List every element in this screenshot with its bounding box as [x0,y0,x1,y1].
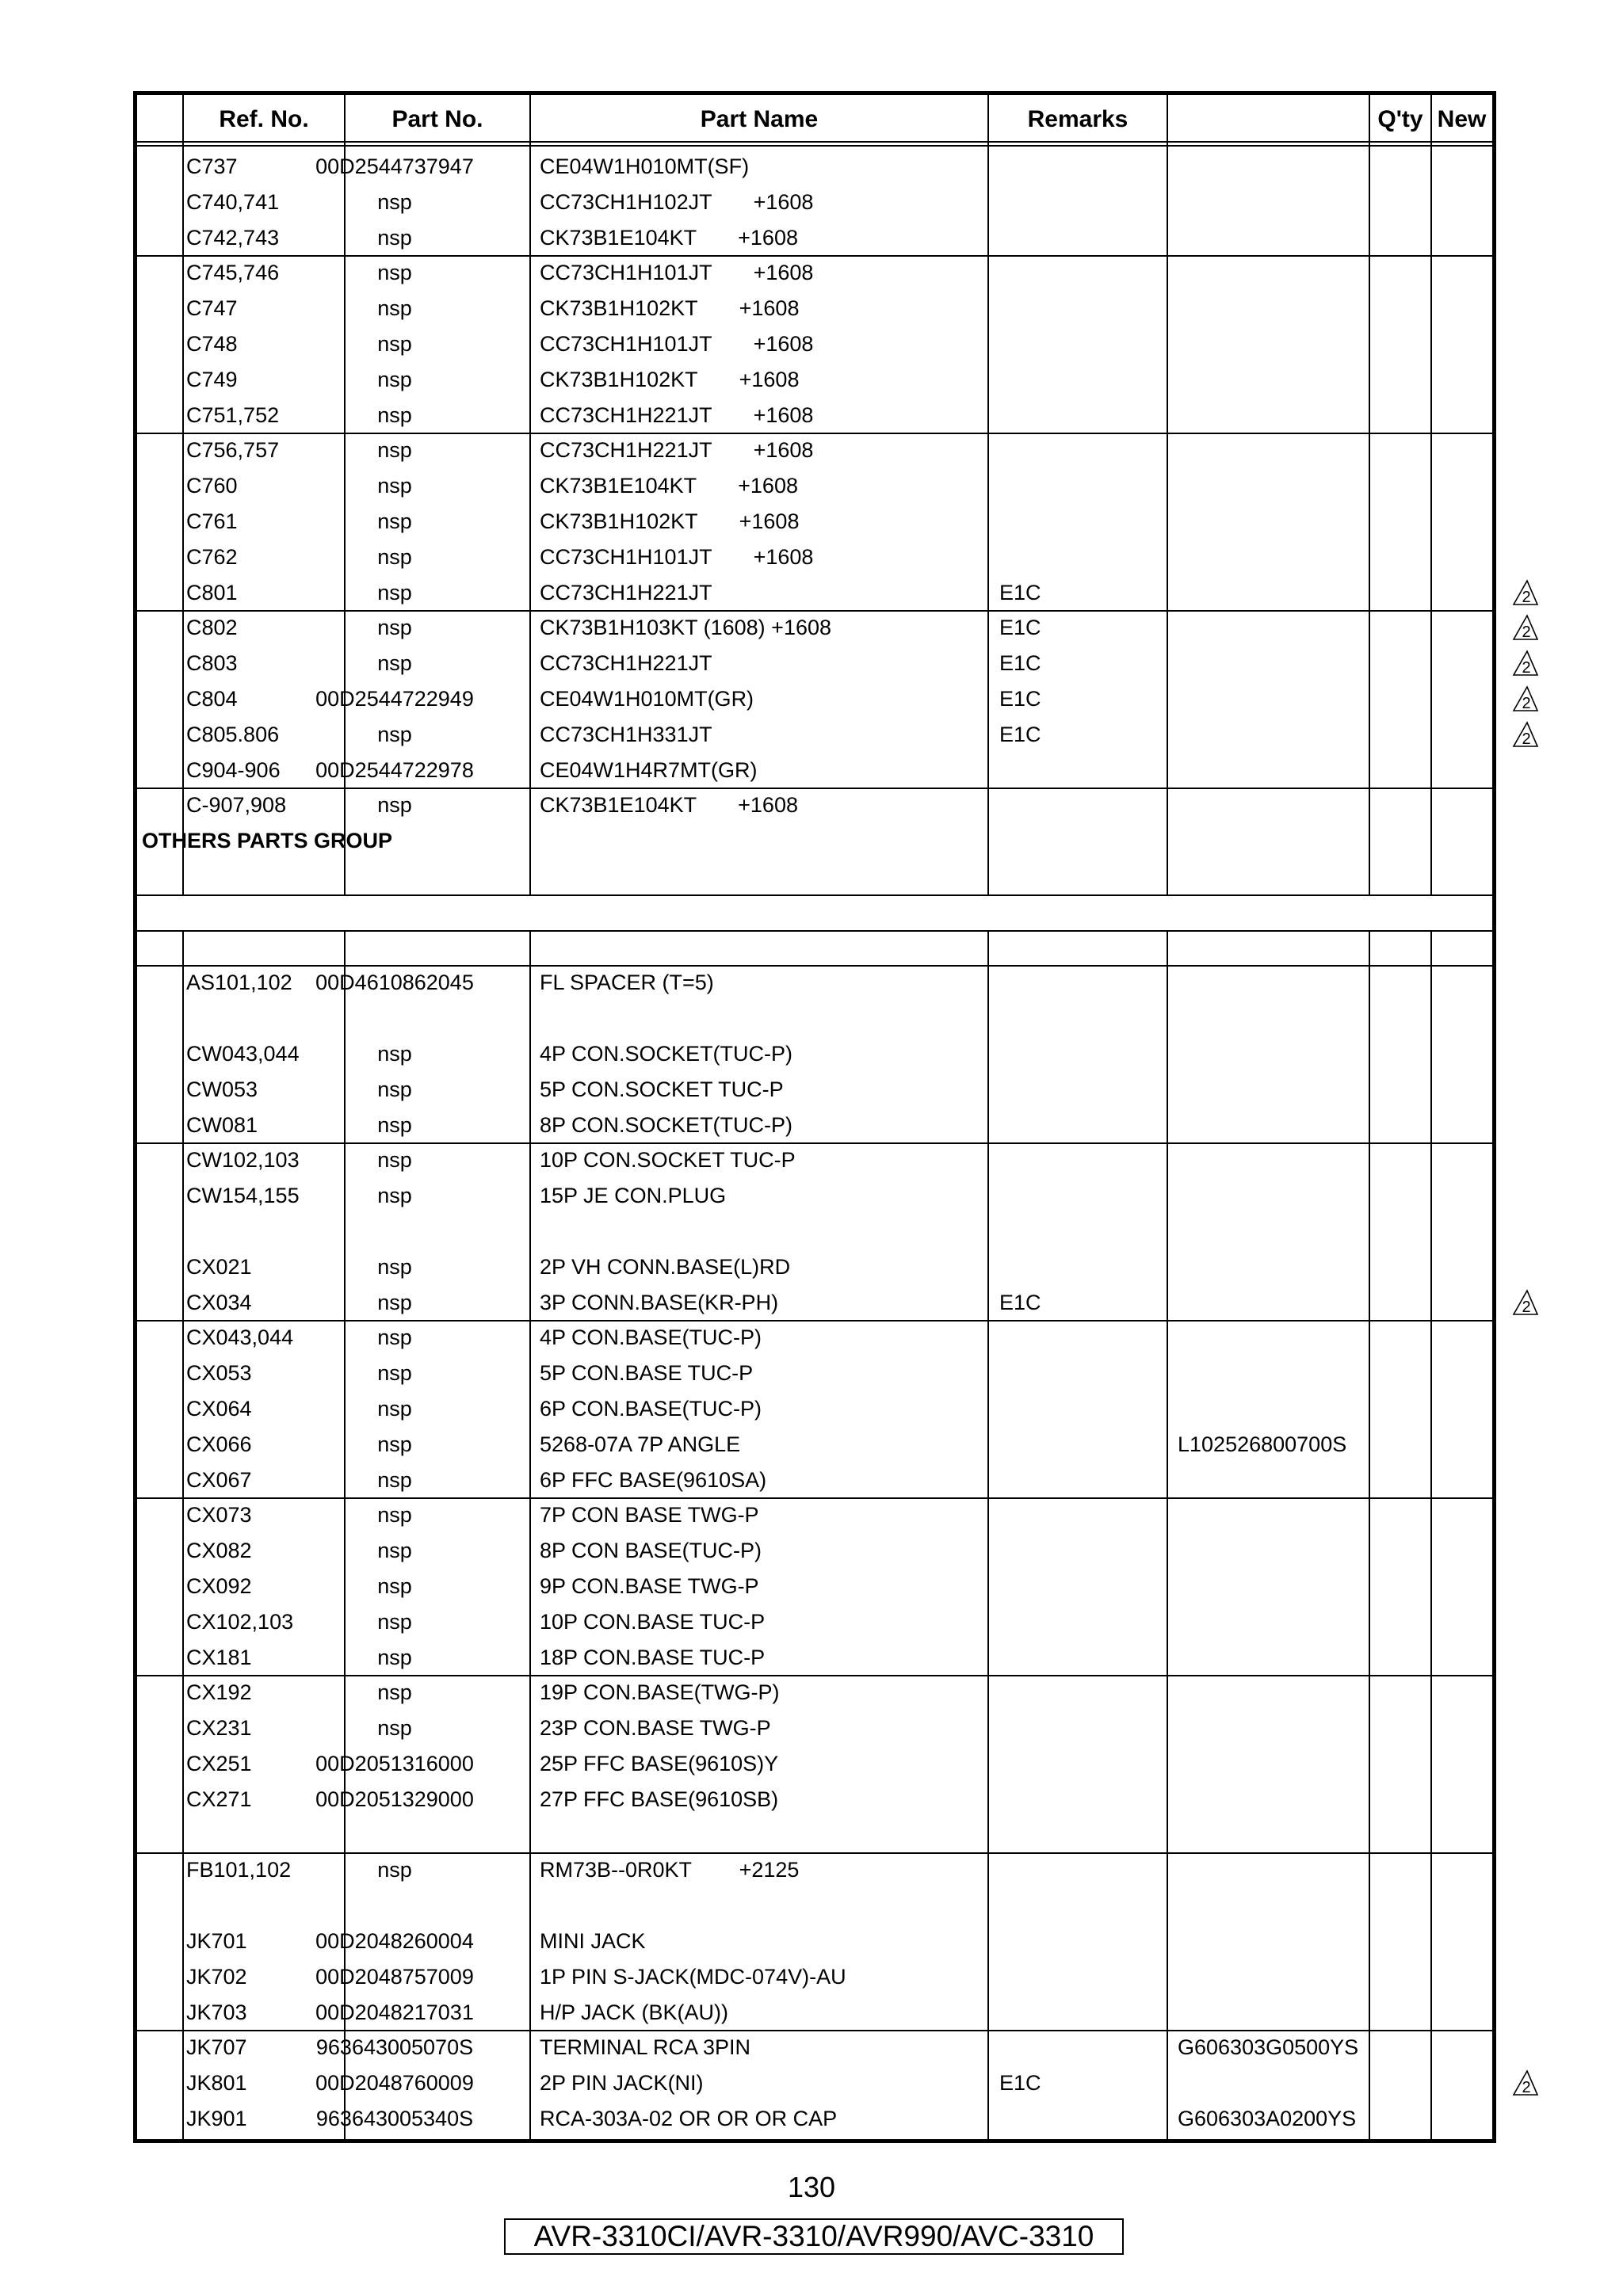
header-part-no: Part No. [391,106,483,132]
table-row [137,2030,1492,2065]
revision-mark-number: 2 [1522,659,1531,677]
part-name-cell: CC73CH1H331JT [540,722,712,746]
ref-cell: CX073 [186,1503,252,1527]
row-separator [137,1497,1492,1499]
ref-cell: C801 [186,580,238,605]
table-row [137,1711,1492,1745]
remarks-cell: E1C [999,2071,1041,2096]
group-row-band [1167,896,1492,930]
table-row [137,255,1492,290]
table-row [137,1391,1492,1426]
part-no-cell: 00D2544722978 [315,757,474,782]
code-cell: G606303G0500YS [1178,2035,1359,2060]
revision-mark-number: 2 [1522,624,1531,642]
ref-cell: CX231 [186,1716,252,1741]
table-row [137,788,1492,822]
row-separator [137,1320,1492,1322]
revision-triangle-icon [1511,578,1540,607]
group-heading: OTHERS PARTS GROUP [142,829,393,853]
part-name-cell: 4P CON.SOCKET(TUC-P) [540,1042,793,1066]
part-name-cell: 5P CON.SOCKET TUC-P [540,1077,784,1101]
ref-cell: C742,743 [186,225,280,250]
header-new: New [1437,106,1487,132]
header-remarks: Remarks [1027,106,1128,132]
part-no-cell: 963643005070S [315,2035,474,2060]
table-row [137,1640,1492,1675]
ref-cell: CW102,103 [186,1148,300,1173]
revision-mark-number: 2 [1522,1298,1531,1316]
part-no-cell: nsp [377,1325,412,1350]
row-separator [137,965,1492,967]
part-name-cell: CC73CH1H221JT [540,651,712,676]
code-cell: L102526800700S [1178,1432,1347,1456]
part-no-cell: nsp [377,793,412,818]
part-name-cell: CC73CH1H221JT [540,580,712,605]
page-number: 130 [787,2171,836,2203]
revision-triangle-icon [1511,613,1540,642]
revision-triangle-icon [1511,685,1540,713]
ref-cell: C745,746 [186,261,280,285]
ref-cell: JK801 [186,2071,247,2096]
ref-cell: CX251 [186,1752,252,1775]
part-name-cell: CC73CH1H101JT +1608 [540,332,814,356]
part-no-cell: nsp [377,296,412,321]
header-rule-top [137,141,1492,143]
part-name-cell: 3P CONN.BASE(KR-PH) [540,1290,779,1314]
ref-cell: CX271 [186,1787,252,1811]
table-row [137,1108,1492,1142]
table-row [137,2065,1492,2100]
table-row [137,930,1492,965]
part-name-cell: CC73CH1H102JT +1608 [540,189,814,214]
part-no-cell: nsp [377,580,412,605]
part-no-cell: nsp [377,1148,412,1173]
ref-cell: CX034 [186,1290,252,1314]
part-name-cell: 2P PIN JACK(NI) [540,2071,704,2096]
part-name-cell: 6P FFC BASE(9610SA) [540,1467,767,1492]
row-separator [137,255,1492,257]
table-row [137,1320,1492,1355]
table-row [137,681,1492,716]
part-name-cell: RM73B--0R0KT +2125 [540,1858,800,1882]
table-row [137,504,1492,539]
ref-cell: CX092 [186,1574,252,1598]
ref-cell: CX192 [186,1680,252,1705]
ref-cell: C740,741 [186,189,280,214]
row-separator [137,1852,1492,1854]
part-no-cell: nsp [377,1254,412,1279]
table-row [137,468,1492,503]
remarks-cell: E1C [999,687,1041,711]
part-no-cell: nsp [377,616,412,640]
part-name-cell: 27P FFC BASE(9610SB) [540,1787,779,1811]
remarks-cell: E1C [999,722,1041,746]
revision-triangle-icon [1511,1288,1540,1317]
part-no-cell: 963643005340S [315,2107,474,2130]
table-row [137,540,1492,574]
ref-cell: C751,752 [186,402,280,427]
revision-triangle-icon [1511,2069,1540,2097]
part-name-cell: 25P FFC BASE(9610S)Y [540,1752,779,1775]
part-name-cell: CK73B1H102KT +1608 [540,296,800,321]
table-row [137,1746,1492,1781]
row-separator [137,2030,1492,2031]
table-row [137,575,1492,610]
ref-cell: CW081 [186,1112,258,1137]
part-name-cell: CC73CH1H101JT +1608 [540,261,814,285]
part-no-cell: nsp [377,722,412,746]
part-name-cell: 5268-07A 7P ANGLE [540,1432,741,1456]
group-row-band [137,896,1167,930]
table-row [137,220,1492,255]
part-no-cell: nsp [377,1645,412,1669]
table-row [137,1463,1492,1497]
part-no-cell: 00D2048260004 [315,1929,474,1953]
part-name-cell: 10P CON.BASE TUC-P [540,1609,766,1634]
ref-cell: CX053 [186,1361,252,1386]
header-part-name: Part Name [700,106,819,132]
ref-cell: C762 [186,544,238,569]
part-no-cell: nsp [377,1539,412,1563]
row-separator [137,930,1492,932]
revision-mark-number: 2 [1522,588,1531,606]
ref-cell: CX082 [186,1539,252,1563]
parts-list-table [133,91,1496,2143]
table-row [137,1001,1492,1035]
part-no-cell: 00D4610862045 [315,971,474,995]
header-rule-bottom [137,145,1492,147]
table-row [137,717,1492,752]
ref-cell: C747 [186,296,238,321]
table-row [137,2101,1492,2136]
part-no-cell: nsp [377,474,412,498]
table-row [137,1427,1492,1462]
table-row [137,1142,1492,1177]
header-ref-no: Ref. No. [219,106,309,132]
part-name-cell: 7P CON BASE TWG-P [540,1503,759,1527]
ref-cell: CX064 [186,1397,252,1421]
code-cell: G606303A0200YS [1178,2107,1357,2130]
table-row [137,1604,1492,1639]
remarks-cell: E1C [999,651,1041,676]
ref-cell: CX043,044 [186,1325,294,1350]
ref-cell: C761 [186,509,238,533]
part-no-cell: nsp [377,1112,412,1137]
part-name-cell: CK73B1H102KT +1608 [540,367,800,391]
part-name-cell: CE04W1H010MT(GR) [540,687,754,711]
table-row [137,185,1492,219]
table-row [137,610,1492,645]
ref-cell: C737 [186,154,238,178]
row-separator [137,610,1492,612]
part-name-cell: CK73B1E104KT +1608 [540,474,798,498]
ref-cell: C804 [186,687,238,711]
row-separator [137,433,1492,434]
table-row [137,965,1492,1000]
part-no-cell: nsp [377,1503,412,1527]
table-row [137,1356,1492,1390]
table-row [137,291,1492,326]
ref-cell: C805.806 [186,722,280,746]
table-row [137,1178,1492,1213]
part-no-cell: nsp [377,509,412,533]
part-no-cell: nsp [377,1397,412,1421]
ref-cell: C760 [186,474,238,498]
part-no-cell: 00D2048757009 [315,1964,474,1989]
part-no-cell: nsp [377,1609,412,1634]
table-row [137,326,1492,361]
table-row [137,1782,1492,1817]
ref-cell: CX067 [186,1467,252,1492]
table-row [137,1675,1492,1710]
row-separator [137,894,1492,896]
part-name-cell: 15P JE CON.PLUG [540,1184,727,1208]
part-name-cell: CK73B1E104KT +1608 [540,793,798,818]
revision-mark-number: 2 [1522,730,1531,748]
table-row [137,398,1492,433]
part-no-cell: nsp [377,1077,412,1101]
table-row [137,1888,1492,1923]
table-row [137,1995,1492,2030]
table-row [137,1285,1492,1320]
remarks-cell: E1C [999,1290,1041,1314]
table-row [137,1924,1492,1958]
ref-cell: JK701 [186,1929,247,1953]
part-no-cell: 00D2544722949 [315,687,474,711]
part-no-cell: nsp [377,367,412,391]
row-separator [137,1675,1492,1676]
ref-cell: C-907,908 [186,793,287,818]
ref-cell: C748 [186,332,238,356]
table-row [137,1569,1492,1604]
row-separator [137,1142,1492,1144]
part-no-cell: 00D2051316000 [315,1752,474,1775]
part-name-cell: CE04W1H4R7MT(GR) [540,757,758,782]
table-row [137,149,1492,184]
part-no-cell: nsp [377,225,412,250]
part-name-cell: FL SPACER (T=5) [540,971,714,995]
part-name-cell: 8P CON.SOCKET(TUC-P) [540,1112,793,1137]
part-no-cell: nsp [377,261,412,285]
header-blank [1167,95,1369,144]
table-row [137,1533,1492,1568]
part-name-cell: 2P VH CONN.BASE(L)RD [540,1254,791,1279]
part-no-cell: nsp [377,1184,412,1208]
part-name-cell: 1P PIN S-JACK(MDC-074V)-AU [540,1964,846,1989]
part-name-cell: RCA-303A-02 OR OR OR CAP [540,2107,838,2130]
ref-cell: CW154,155 [186,1184,300,1208]
part-name-cell: CK73B1H102KT +1608 [540,509,800,533]
ref-cell: C756,757 [186,438,280,463]
part-name-cell: CK73B1H103KT (1608) +1608 [540,616,832,640]
ref-cell: FB101,102 [186,1858,292,1882]
ref-cell: CX102,103 [186,1609,294,1634]
ref-cell: C904-906 [186,757,281,782]
model-label: AVR-3310CI/AVR-3310/AVR990/AVC-3310 [504,2218,1124,2255]
part-name-cell: 19P CON.BASE(TWG-P) [540,1680,780,1705]
ref-cell: JK703 [186,2000,247,2024]
part-no-cell: 00D2544737947 [315,154,474,178]
remarks-cell: E1C [999,616,1041,640]
ref-cell: AS101,102 [186,971,292,995]
part-name-cell: CE04W1H010MT(SF) [540,154,750,178]
ref-cell: CW053 [186,1077,258,1101]
part-name-cell: 4P CON.BASE(TUC-P) [540,1325,762,1350]
table-row [137,646,1492,681]
part-no-cell: nsp [377,1574,412,1598]
part-name-cell: MINI JACK [540,1929,646,1953]
part-name-cell: 18P CON.BASE TUC-P [540,1645,766,1669]
part-name-cell: TERMINAL RCA 3PIN [540,2035,751,2060]
part-no-cell: nsp [377,1858,412,1882]
part-no-cell: 00D2048760009 [315,2071,474,2096]
revision-triangle-icon [1511,720,1540,749]
table-row [137,859,1492,894]
part-no-cell: nsp [377,1716,412,1741]
ref-cell: C802 [186,616,238,640]
table-row [137,362,1492,397]
part-name-cell: CC73CH1H221JT +1608 [540,402,814,427]
row-separator [137,788,1492,789]
ref-cell: CX066 [186,1432,252,1456]
table-row [137,1214,1492,1249]
ref-cell: JK702 [186,1964,247,1989]
ref-cell: CX181 [186,1645,252,1669]
revision-triangle-icon [1511,649,1540,677]
ref-cell: JK707 [186,2035,247,2060]
part-no-cell: 00D2048217031 [315,2000,474,2024]
part-name-cell: 8P CON BASE(TUC-P) [540,1539,762,1563]
ref-cell: C749 [186,367,238,391]
revision-mark-number: 2 [1522,2079,1531,2097]
table-row [137,1497,1492,1532]
ref-cell: CX021 [186,1254,252,1279]
ref-cell: JK901 [186,2107,247,2130]
table-row [137,433,1492,467]
part-no-cell: nsp [377,332,412,356]
part-no-cell: nsp [377,1290,412,1314]
part-no-cell: nsp [377,1680,412,1705]
part-name-cell: 10P CON.SOCKET TUC-P [540,1148,796,1173]
part-no-cell: nsp [377,1432,412,1456]
part-no-cell: nsp [377,1361,412,1386]
table-row [137,1249,1492,1284]
part-name-cell: 5P CON.BASE TUC-P [540,1361,754,1386]
part-no-cell: nsp [377,438,412,463]
part-no-cell: nsp [377,1042,412,1066]
table-row [137,1959,1492,1994]
part-no-cell: nsp [377,189,412,214]
part-name-cell: H/P JACK (BK(AU)) [540,2000,729,2024]
table-row [137,1852,1492,1887]
part-name-cell: CC73CH1H101JT +1608 [540,544,814,569]
table-row [137,1036,1492,1071]
part-name-cell: CC73CH1H221JT +1608 [540,438,814,463]
part-name-cell: 23P CON.BASE TWG-P [540,1716,771,1741]
revision-mark-number: 2 [1522,695,1531,712]
table-row [137,1072,1492,1107]
part-name-cell: 9P CON.BASE TWG-P [540,1574,759,1598]
header-qty: Q'ty [1377,106,1423,132]
remarks-cell: E1C [999,580,1041,605]
part-no-cell: nsp [377,651,412,676]
part-name-cell: 6P CON.BASE(TUC-P) [540,1397,762,1421]
part-name-cell: CK73B1E104KT +1608 [540,225,798,250]
table-row [137,753,1492,788]
part-no-cell: nsp [377,1467,412,1492]
part-no-cell: nsp [377,544,412,569]
part-no-cell: 00D2051329000 [315,1787,474,1811]
part-no-cell: nsp [377,402,412,427]
table-row [137,1817,1492,1852]
ref-cell: C803 [186,651,238,676]
ref-cell: CW043,044 [186,1042,300,1066]
